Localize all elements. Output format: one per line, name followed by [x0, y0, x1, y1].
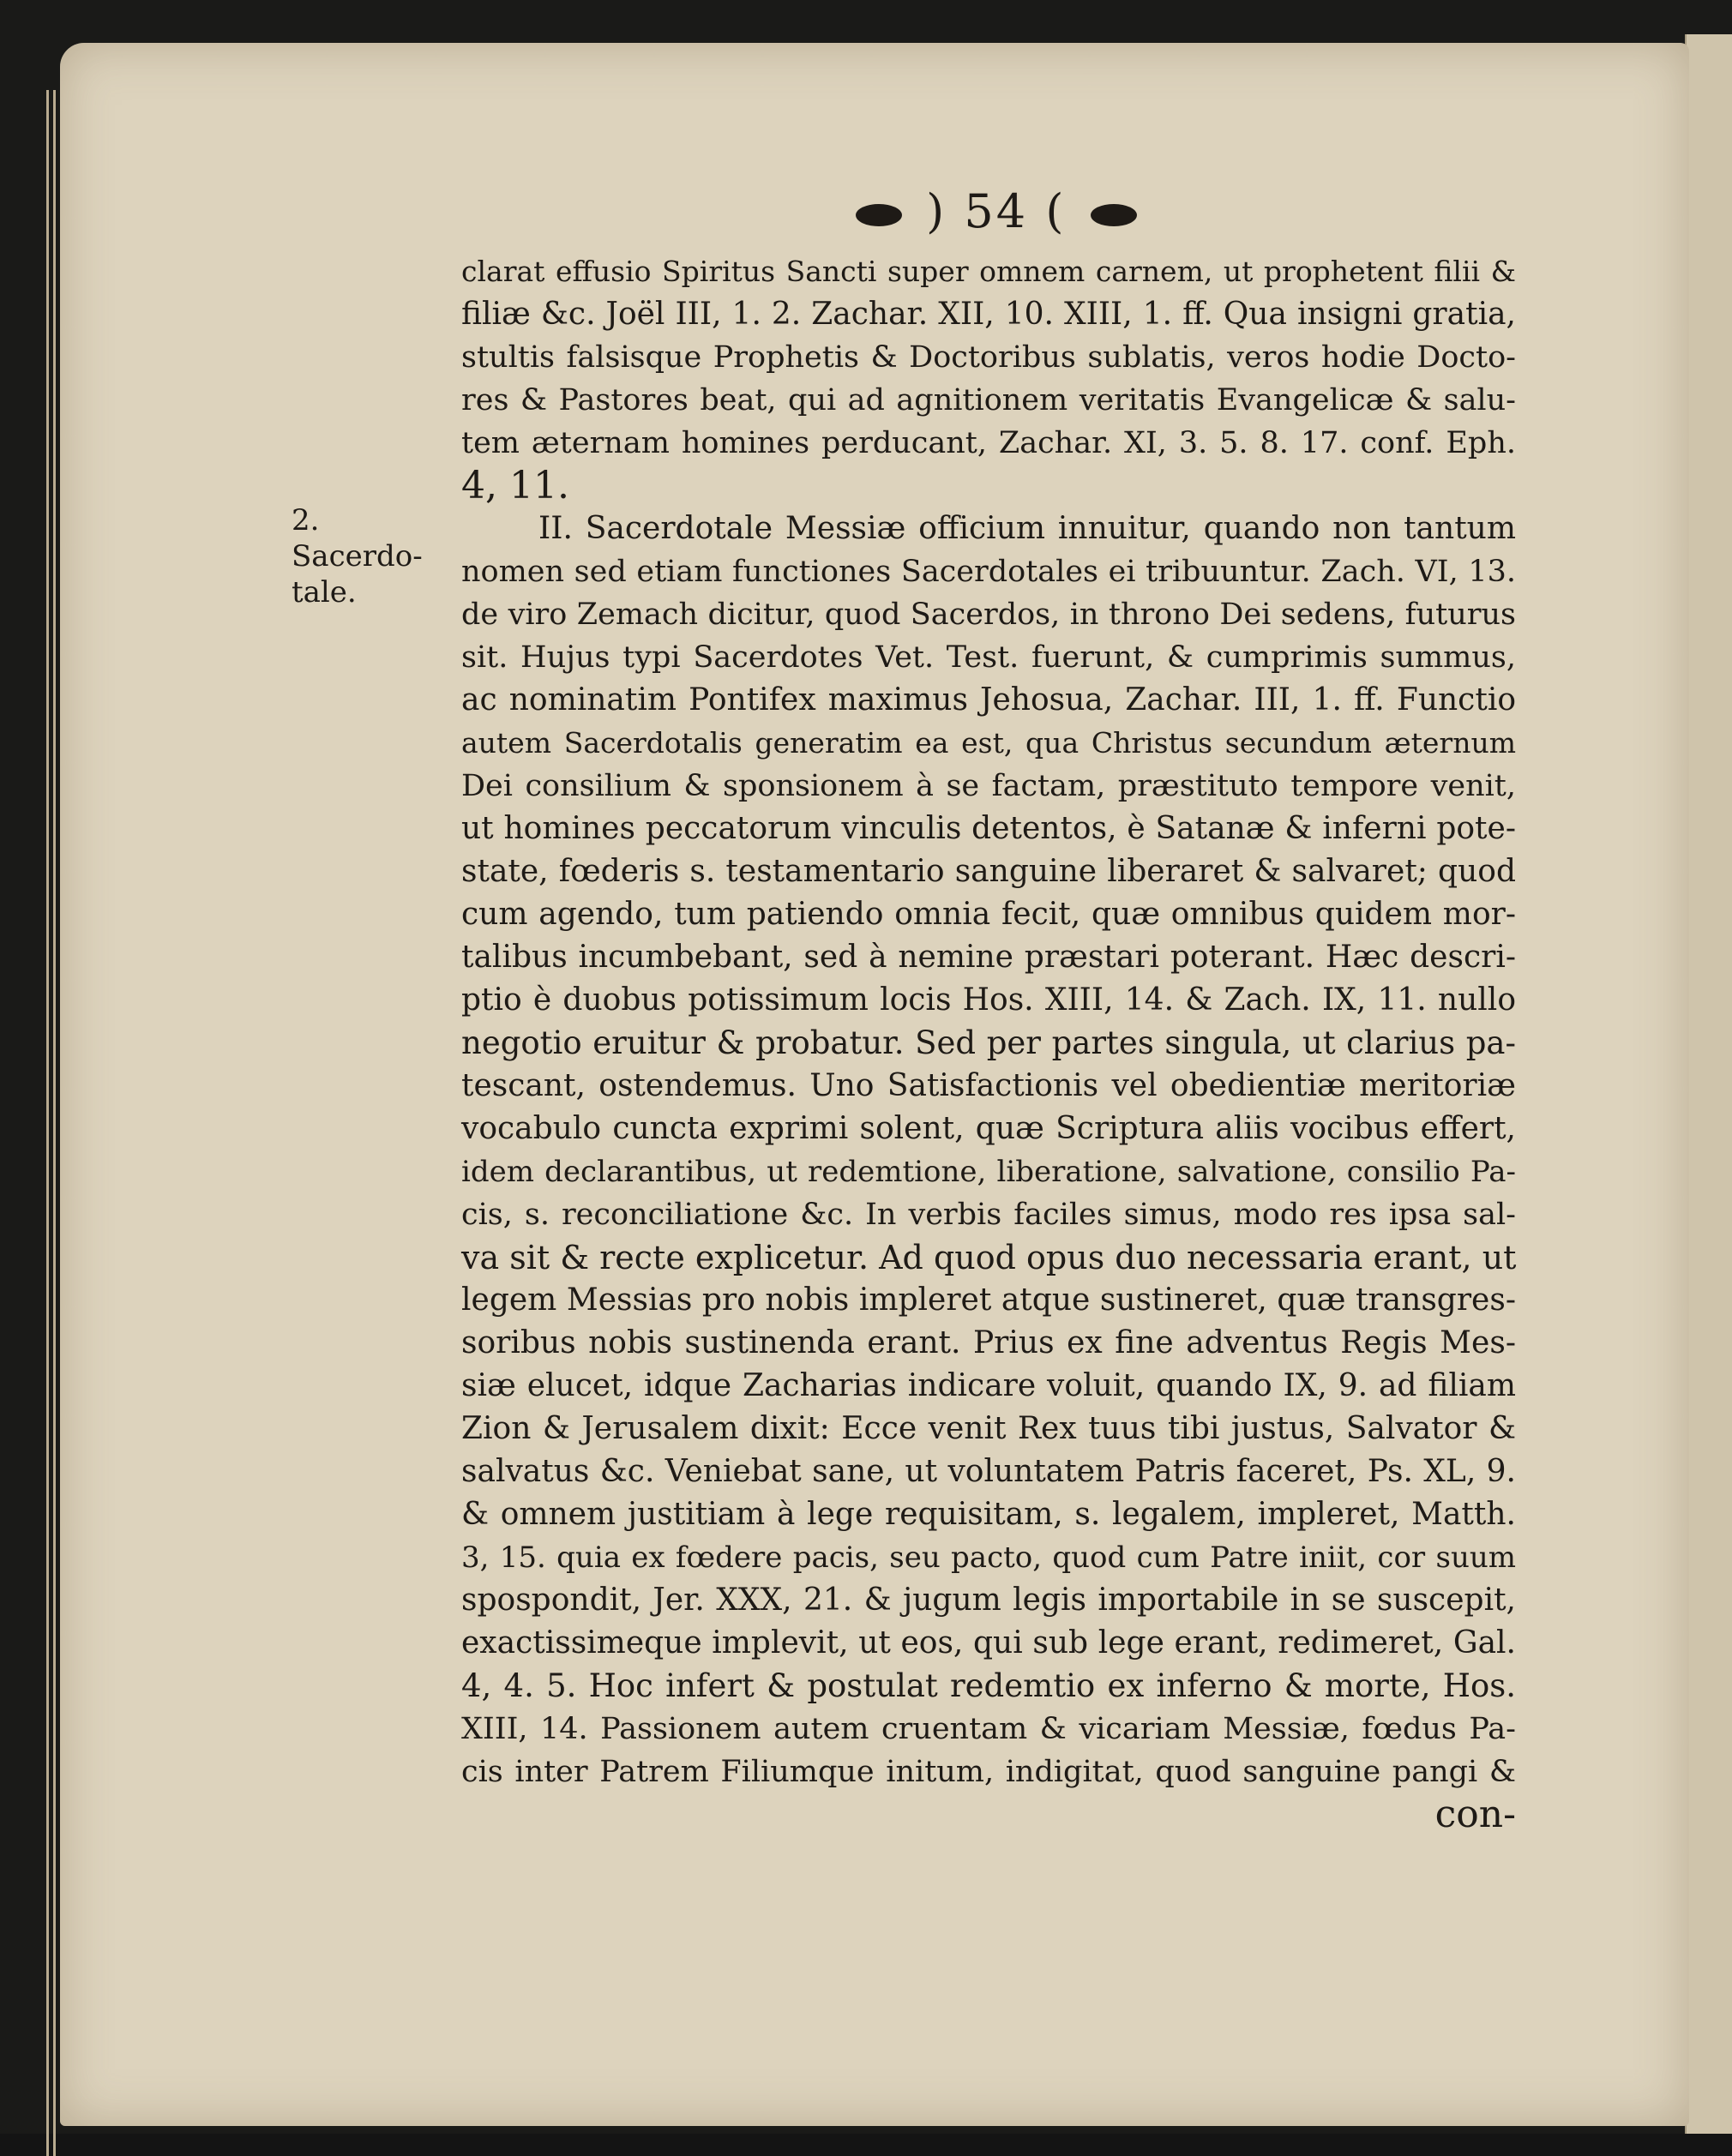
- text-line: soribus nobis sustinenda erant. Prius ex fine adventus Regis Mes-: [461, 1325, 1516, 1360]
- text-line: 4, 4. 5. Hoc infert & postulat redemtio ex inferno & morte, Hos.: [461, 1667, 1516, 1704]
- text-line: salvatus &c. Veniebat sane, ut voluntatem Patris faceret, Ps. XL, 9.: [461, 1454, 1516, 1489]
- text-line: II. Sacerdotale Messiæ officium innuitur, quando non tantum: [538, 511, 1516, 546]
- text-line: tem æternam homines perducant, Zachar. XI, 3. 5. 8. 17. conf. Eph.: [461, 426, 1516, 460]
- text-line: siæ elucet, idque Zacharias indicare voluit, quando IX, 9. ad filiam: [461, 1368, 1516, 1403]
- text-line: exactissimeque implevit, ut eos, qui sub lege erant, redimeret, Gal.: [461, 1625, 1516, 1661]
- text-line: XIII, 14. Passionem autem cruentam & vicariam Messiæ, fœdus Pa-: [461, 1712, 1516, 1746]
- text-line: ac nominatim Pontifex maximus Jehosua, Zachar. III, 1. ff. Functio: [461, 682, 1516, 718]
- text-line: Zion & Jerusalem dixit: Ecce venit Rex tuus tibi justus, Salvator &: [461, 1411, 1516, 1446]
- text-line: ptio è duobus potissimum locis Hos. XIII, 14. & Zach. IX, 11. nullo: [461, 982, 1516, 1018]
- right-ornament-icon: [1091, 204, 1137, 226]
- text-line: cis, s. reconciliatione &c. In verbis faciles simus, modo res ipsa sal-: [461, 1198, 1516, 1232]
- margin-note-line: 2. Sacerdo-: [292, 503, 423, 574]
- facing-page-edge: [1685, 34, 1732, 2134]
- text-line: spospondit, Jer. XXX, 21. & jugum legis importabile in se suscepit,: [461, 1582, 1516, 1618]
- text-line: res & Pastores beat, qui ad agnitionem veritatis Evangelicæ & salu-: [461, 383, 1516, 417]
- margin-note-line: tale.: [292, 575, 357, 610]
- text-line: cis inter Patrem Filiumque initum, indigitat, quod sanguine pangi &: [461, 1755, 1516, 1789]
- text-line: negotio eruitur & probatur. Sed per partes singula, ut clarius pa-: [461, 1024, 1516, 1061]
- text-line: legem Messias pro nobis impleret atque sustineret, quæ transgres-: [461, 1282, 1516, 1318]
- text-line: stultis falsisque Prophetis & Doctoribus sublatis, veros hodie Docto-: [461, 340, 1516, 375]
- text-line: nomen sed etiam functiones Sacerdotales ei tribuuntur. Zach. VI, 13.: [461, 555, 1516, 589]
- page-edge: [53, 90, 56, 2156]
- text-line: autem Sacerdotalis generatim ea est, qua Christus secundum æternum: [461, 726, 1516, 760]
- header-open-paren: ): [926, 184, 947, 238]
- left-ornament-icon: [856, 204, 902, 226]
- text-line: vocabulo cuncta exprimi solent, quæ Scriptura aliis vocibus effert,: [461, 1111, 1516, 1146]
- text-line: & omnem justitiam à lege requisitam, s. legalem, impleret, Matth.: [461, 1497, 1516, 1532]
- text-line: ut homines peccatorum vinculis detentos, è Satanæ & inferni pote-: [461, 811, 1516, 846]
- text-line: de viro Zemach dicitur, quod Sacerdos, in throno Dei sedens, futurus: [461, 598, 1516, 632]
- page-edge: [46, 90, 49, 2156]
- catchword: con-: [1434, 1793, 1516, 1836]
- body-text: [461, 250, 1516, 1836]
- text-line: tescant, ostendemus. Uno Satisfactionis vel obedientiæ meritoriæ: [461, 1068, 1516, 1103]
- text-line: 3, 15. quia ex fœdere pacis, seu pacto, quod cum Patre iniit, cor suum: [461, 1540, 1516, 1575]
- margin-note: [292, 502, 454, 610]
- page-header: [849, 184, 1144, 238]
- text-line: clarat effusio Spiritus Sancti super omnem carnem, ut prophetent filii &: [461, 255, 1516, 288]
- text-line: talibus incumbebant, sed à nemine præstari poterant. Hæc descri-: [461, 940, 1516, 975]
- text-line: 4, 11.: [461, 464, 569, 507]
- text-line: state, fœderis s. testamentario sanguine liberaret & salvaret; quod: [461, 854, 1516, 889]
- text-line: filiæ &c. Joël III, 1. 2. Zachar. XII, 10. XIII, 1. ff. Qua insigni gratia,: [461, 297, 1516, 332]
- text-line: idem declarantibus, ut redemtione, liberatione, salvatione, consilio Pa-: [461, 1155, 1516, 1189]
- text-line: va sit & recte explicetur. Ad quod opus duo necessaria erant, ut: [461, 1239, 1517, 1276]
- header-close-paren: (: [1045, 184, 1067, 238]
- text-line: sit. Hujus typi Sacerdotes Vet. Test. fuerunt, & cumprimis summus,: [461, 640, 1516, 675]
- text-line: Dei consilium & sponsionem à se factam, præstituto tempore venit,: [461, 769, 1516, 803]
- text-line: cum agendo, tum patiendo omnia fecit, quæ omnibus quidem mor-: [461, 897, 1516, 932]
- page-number: 54: [964, 184, 1029, 238]
